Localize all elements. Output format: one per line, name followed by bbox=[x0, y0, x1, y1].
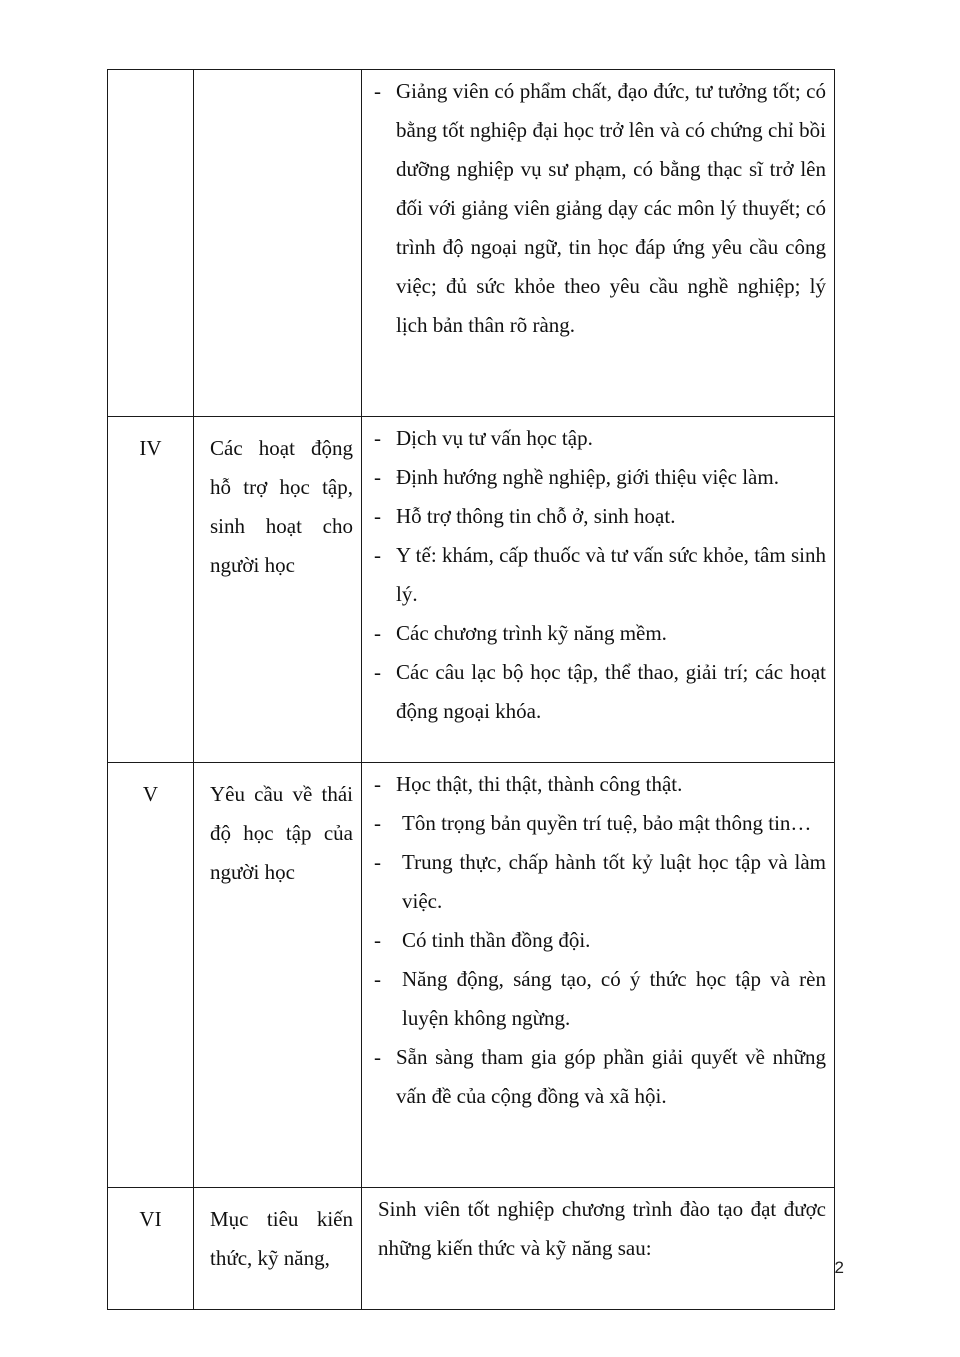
row-content-cell bbox=[362, 417, 835, 763]
row-number-cell bbox=[108, 70, 194, 417]
list-item-text: Giảng viên có phẩm chất, đạo đức, tư tưởng tốt; có bằng tốt nghiệp đại học trở lên và có chứng chỉ bồi dưỡng nghiệp vụ sư phạm, có bằng thạc sĩ trở lên đối với giảng viên giảng dạy các môn lý thuyết; có trình độ ngoại ngữ, tin học đáp ứng yêu cầu công việc; đủ sức khỏe theo yêu cầu nghề nghiệp; lý lịch bản thân rõ ràng. bbox=[396, 79, 826, 337]
table-row bbox=[108, 70, 835, 417]
row-number-cell: V bbox=[108, 763, 194, 1188]
row-title: Mục tiêu kiến thức, kỹ năng, bbox=[210, 1207, 353, 1270]
dash-bullet: - bbox=[374, 543, 381, 567]
dash-bullet: - bbox=[374, 928, 381, 952]
list-item-text: Trung thực, chấp hành tốt kỷ luật học tập và làm việc. bbox=[402, 850, 826, 913]
list-item-text: Có tinh thần đồng đội. bbox=[402, 928, 591, 952]
table-row bbox=[108, 763, 835, 1188]
dash-bullet: - bbox=[374, 621, 381, 645]
table-row bbox=[108, 1188, 835, 1310]
list-item bbox=[372, 843, 826, 921]
row-number-cell: VI bbox=[108, 1188, 194, 1310]
list-item-text: Dịch vụ tư vấn học tập. bbox=[396, 426, 593, 450]
list-item-text: Y tế: khám, cấp thuốc và tư vấn sức khỏe, tâm sinh lý. bbox=[396, 543, 826, 606]
list-item-text: Học thật, thi thật, thành công thật. bbox=[396, 772, 683, 796]
list-item bbox=[372, 921, 826, 960]
row-title-cell bbox=[194, 417, 362, 763]
dash-bullet: - bbox=[374, 1045, 381, 1069]
list-item-text: Hỗ trợ thông tin chỗ ở, sinh hoạt. bbox=[396, 504, 676, 528]
dash-bullet: - bbox=[374, 79, 381, 103]
dash-bullet: - bbox=[374, 850, 381, 874]
row-content-cell bbox=[362, 70, 835, 417]
dash-bullet: - bbox=[374, 660, 381, 684]
page-number: 2 bbox=[834, 1258, 844, 1277]
list-item-text: Định hướng nghề nghiệp, giới thiệu việc làm. bbox=[396, 465, 779, 489]
list-item-text: Sẵn sàng tham gia góp phần giải quyết về những vấn đề của cộng đồng và xã hội. bbox=[396, 1045, 826, 1108]
dash-bullet: - bbox=[374, 967, 381, 991]
row-content-cell bbox=[362, 1188, 835, 1310]
list-item bbox=[372, 497, 826, 536]
list-item-text: Các chương trình kỹ năng mềm. bbox=[396, 621, 667, 645]
table-row bbox=[108, 417, 835, 763]
row-title: Yêu cầu về thái độ học tập của người học bbox=[210, 782, 353, 884]
dash-bullet: - bbox=[374, 772, 381, 796]
dash-bullet: - bbox=[374, 811, 381, 835]
list-item bbox=[372, 614, 826, 653]
row-title-cell bbox=[194, 1188, 362, 1310]
dash-bullet: - bbox=[374, 426, 381, 450]
list-item bbox=[372, 72, 826, 345]
dash-bullet: - bbox=[374, 465, 381, 489]
list-item bbox=[372, 419, 826, 458]
row-title-cell bbox=[194, 70, 362, 417]
row-title-cell bbox=[194, 763, 362, 1188]
list-item-text: Tôn trọng bản quyền trí tuệ, bảo mật thông tin… bbox=[402, 811, 812, 835]
list-item bbox=[372, 1038, 826, 1116]
dash-bullet: - bbox=[374, 504, 381, 528]
list-item bbox=[372, 536, 826, 614]
list-item bbox=[372, 653, 826, 731]
list-item bbox=[372, 765, 826, 804]
program-table bbox=[107, 69, 835, 1310]
row-content-cell bbox=[362, 763, 835, 1188]
content-paragraph: Sinh viên tốt nghiệp chương trình đào tạo đạt được những kiến thức và kỹ năng sau: bbox=[378, 1197, 826, 1260]
list-item bbox=[372, 960, 826, 1038]
row-title: Các hoạt động hỗ trợ học tập, sinh hoạt cho người học bbox=[210, 436, 353, 577]
row-number-cell: IV bbox=[108, 417, 194, 763]
list-item bbox=[372, 804, 826, 843]
list-item-text: Các câu lạc bộ học tập, thể thao, giải trí; các hoạt động ngoại khóa. bbox=[396, 660, 826, 723]
list-item bbox=[372, 458, 826, 497]
list-item-text: Năng động, sáng tạo, có ý thức học tập và rèn luyện không ngừng. bbox=[402, 967, 826, 1030]
